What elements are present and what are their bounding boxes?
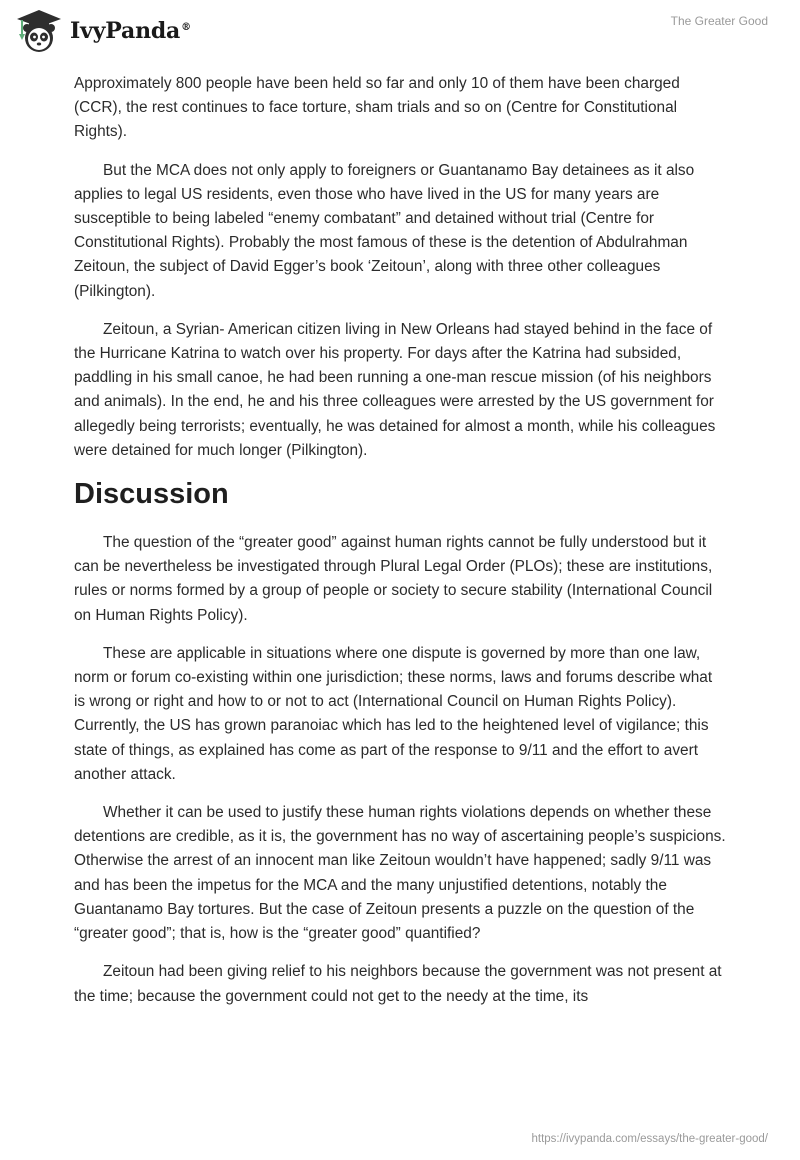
paragraph: Approximately 800 people have been held so far and only 10 of them have been charged (CCR), the rest continues to face torture, sham trials and so on (Centre for Constitutional Rights). [74,75,680,141]
logo[interactable] [14,8,191,54]
essay-content [74,72,726,1023]
paragraph: These are applicable in situations where one dispute is governed by more than one law, norm or forum co-existing within one jurisdiction; these norms, laws and forums describe what is wrong or right and how to or not to act (International Council on Human Rights Policy). Currently, the US has grown paranoiac which has led to the heightened level of vigilance; this state of things, as explained has come as part of the response to 9/11 and the effort to avert another attack. [74,644,713,783]
paragraph: The question of the “greater good” against human rights cannot be fully understood but it can be nevertheless be investigated through Plural Legal Order (PLOs); these are institutions, rules or norms formed by a group of people or society to secure stability (International Council on Human Rights Policy). [74,534,713,624]
paragraph: But the MCA does not only apply to foreigners or Guantanamo Bay detainees as it also applies to legal US residents, even those who have lived in the US for many years are susceptible to being labeled “enemy combatant” and detained without trial (Centre for Constitutional Rights). Probably the most famous of these is the detention of Abdulrahman Zeitoun, the subject of David Egger’s book ‘Zeitoun’, along with three other colleagues (Pilkington). [74,161,695,300]
panda-graduate-icon [14,8,64,54]
document-title: The Greater Good [670,14,768,28]
section-heading: Discussion [74,478,229,511]
paragraph: Zeitoun, a Syrian- American citizen living in New Orleans had stayed behind in the face of the Hurricane Katrina to watch over his property. For days after the Katrina had subsided, paddling in his small canoe, he had been running a one-man rescue mission (of his neighbors and animals). In the end, he and his three colleagues were arrested by the US government for allegedly being terrorists; eventually, he was detained for almost a month, while his colleagues were detained for much longer (Pilkington). [74,320,716,459]
footer-url[interactable]: https://ivypanda.com/essays/the-greater-good/ [531,1133,768,1145]
header [0,0,800,70]
paragraph: Whether it can be used to justify these human rights violations depends on whether these detentions are credible, as it is, the government has no way of ascertaining people’s suspicions. Otherwise the arrest of an innocent man like Zeitoun wouldn’t have happened; sadly 9/11 was and has been the impetus for the MCA and the many unjustified detentions, notably the Guantanamo Bay tortures. But the case of Zeitoun presents a puzzle on the question of the “greater good”; that is, how is the “greater good” quantified? [74,804,726,943]
brand-name: IvyPanda® [70,18,191,44]
paragraph: Zeitoun had been giving relief to his neighbors because the government was not present at the time; because the government could not get to the needy at the time, its [74,963,722,1005]
